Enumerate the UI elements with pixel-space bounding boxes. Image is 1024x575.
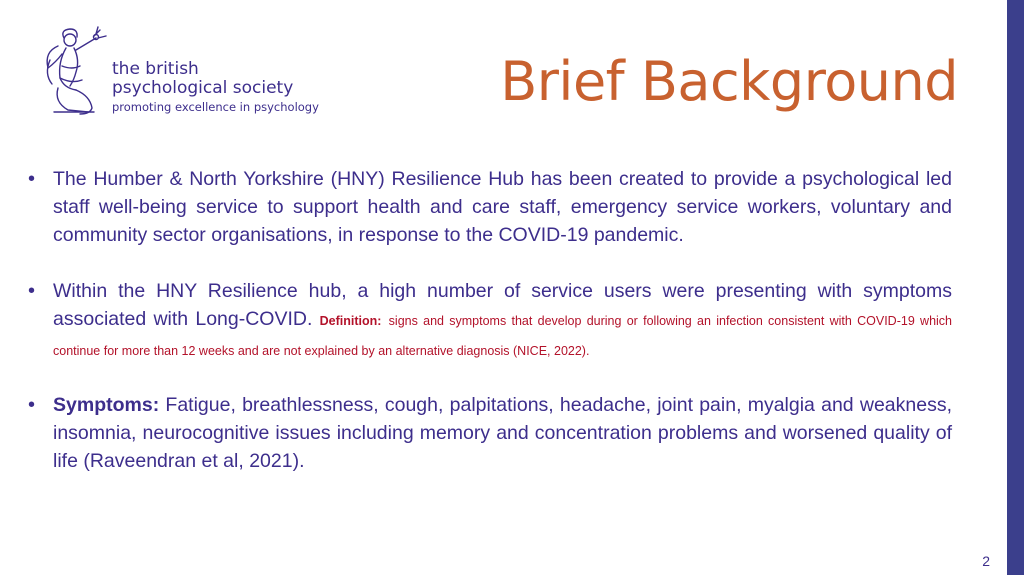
logo-line-1: the british (112, 59, 199, 79)
logo-tagline: promoting excellence in psychology (112, 100, 319, 114)
bullet-dot-icon: • (28, 280, 36, 302)
symptoms-label: Symptoms: (53, 394, 160, 416)
bullet-item (26, 277, 952, 363)
definition-label: Definition: (319, 314, 382, 328)
definition-text: signs and symptoms that develop during or following an infection consistent with COVID-19 which continue for more than 12 weeks and are not explained by an alternative diagnosis (NICE, 2022). (53, 314, 953, 358)
bps-psyche-figure-logo-icon (40, 26, 110, 118)
slide-side-bar (1007, 0, 1024, 575)
bullet-text: Within the HNY Resilience hub, a high number of service users were presenting with symptoms associated with Long-COVID. (53, 280, 952, 330)
slide-title: Brief Background (500, 50, 958, 113)
bps-logo (36, 26, 336, 126)
bullet-dot-icon: • (28, 168, 36, 190)
logo-wordmark (112, 60, 319, 116)
page-number: 2 (982, 553, 990, 569)
bullet-item (26, 165, 952, 249)
bullet-item (26, 391, 952, 475)
logo-line-2: psychological society (112, 78, 294, 98)
bullet-list (26, 165, 952, 503)
bullet-text: Fatigue, breathlessness, cough, palpitations, headache, joint pain, myalgia and weakness, insomnia, neurocognitive issues including memory and concentration problems and worsened quality of life (Raveendran et al, 2021). (53, 394, 952, 472)
bullet-dot-icon: • (28, 394, 36, 416)
bullet-paragraph (53, 277, 952, 363)
bullet-text: The Humber & North Yorkshire (HNY) Resilience Hub has been created to provide a psychological led staff well-being service to support health and care staff, emergency service workers, voluntary and community sector organisations, in response to the COVID-19 pandemic. (53, 168, 952, 246)
bullet-paragraph (53, 391, 952, 475)
